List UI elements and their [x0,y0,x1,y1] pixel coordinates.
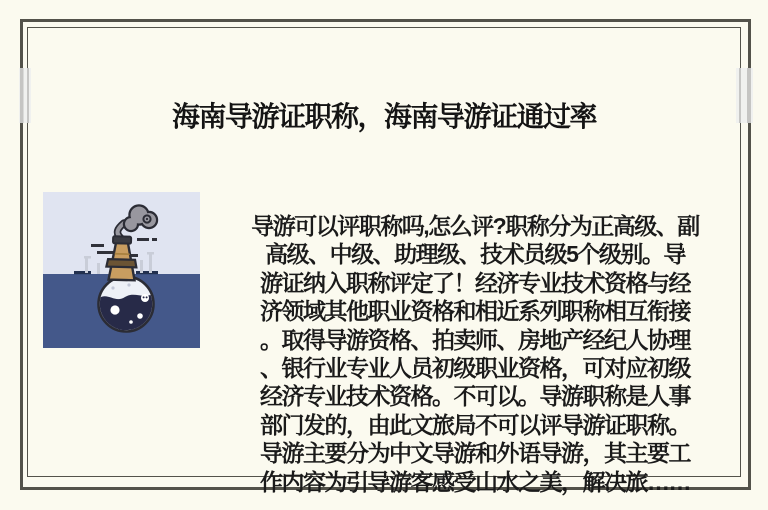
article-line: 作内容为引导游客感受山水之美，解决旅…… [260,468,690,495]
article-line: 经济专业技术资格。不可以。导游职称是人事 [260,383,690,410]
article-line: 部门发的，由此文旅局不可以评导游证职称。 [260,411,690,438]
article-line: 游证纳入职称评定了！经济专业技术资格与经 [260,269,690,296]
page-title: 海南导游证职称，海南导游证通过率 [171,100,596,132]
skull-icon [141,294,149,302]
flask-neck-collar [106,259,136,267]
flask-body [98,277,155,333]
article-line: 高级、中级、助理级、技术员级5个级别。导 [265,241,685,268]
article-line: 济领域其他职业资格和相近系列职称相互衔接 [260,298,690,325]
flask-chimney-illustration [43,192,200,348]
article-line: 、银行业专业人员初级职业资格，可对应初级 [260,354,690,381]
article-line: 。取得导游资格、拍卖师、房地产经纪人协理 [260,326,690,353]
flask-neck-lip [113,236,131,243]
article-line: 导游主要分为中文导游和外语导游，其主要工 [260,440,690,467]
article-line: 导游可以评职称吗,怎么评?职称分为正高级、副 [251,213,699,239]
article-body [210,212,740,496]
